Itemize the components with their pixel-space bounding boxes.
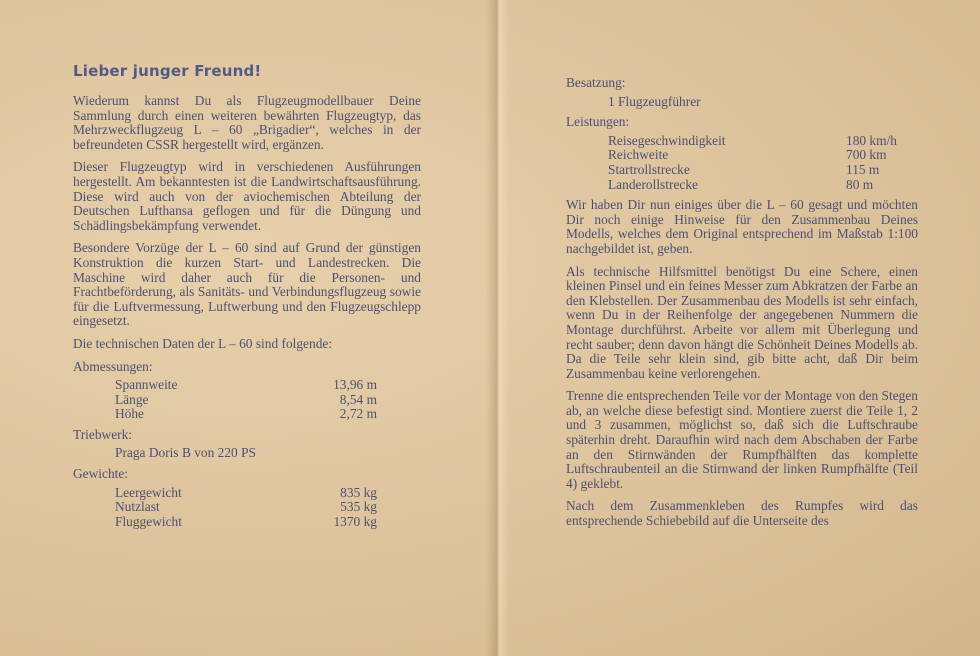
dimensions-label: Abmessungen:: [73, 358, 153, 374]
decal-paragraph: Nach dem Zusammenkleben des Rumpfes wird das entsprechende Schiebebild auf die Unterseite des: [566, 498, 918, 529]
advantages-paragraph: Besondere Vorzüge der L – 60 sind auf Grund der günstigen Konstruktion die kurzen Start- und Landestrecken. Die Maschine wird daher auch für die Personen- und Frachtbeförderung, als Sanitäts- und Verbindungsflugzeug sowie für die Luftvermessung, Luftwerbung und den Flugzeugschlepp eingesetzt.: [73, 240, 421, 329]
spec-row: [73, 515, 421, 530]
spec-row: [566, 148, 918, 163]
spec-row: [566, 178, 918, 193]
spec-value: 835 kg: [340, 484, 377, 500]
steps-paragraph: Trenne die entsprechenden Teile vor der Montage von den Stegen ab, an welche diese befestigt sind. Montiere zuerst die Teile 1, 2 und 3 zusammen, möglichst so, daß sich die Luftschraube späterhin dreht. Daraufhin wird nach dem Abschaben der Farbe an den Stirnwänden der Rumpfhälften das komplette Luftschraubenteil an die Stirnwand der linken Rumpfhälfte (Teil 4) geklebt.: [566, 388, 918, 491]
spec-key: Leergewicht: [115, 484, 182, 500]
engine-value: Praga Doris B von 220 PS: [115, 445, 256, 461]
spec-value: 535 kg: [340, 499, 377, 515]
page-fold: [486, 0, 510, 656]
spec-value: 700 km: [846, 147, 887, 163]
spec-row: [566, 134, 918, 149]
spec-value: 1370 kg: [333, 513, 377, 529]
spec-value: 80 m: [846, 176, 874, 192]
spec-key: Startrollstrecke: [608, 161, 690, 177]
spec-value: 8,54 m: [339, 391, 377, 407]
page-title: Lieber junger Freund!: [73, 62, 262, 80]
variants-paragraph: Dieser Flugzeugtyp wird in verschiedenen Ausführungen hergestellt. Am bekanntesten ist die Landwirtschaftsausführung. Diese wird auch von der aviochemischen Abteilung der Deutschen Lufthansa geflogen und für die Düngung und Schädlingsbekämpfung verwendet.: [73, 159, 421, 233]
spec-key: Höhe: [115, 406, 145, 422]
technical-data-intro: Die technischen Daten der L – 60 sind folgende:: [73, 335, 333, 351]
spec-row: [566, 163, 918, 178]
spec-key: Nutzlast: [115, 499, 160, 515]
engine-label: Triebwerk:: [73, 426, 133, 442]
spec-row: [73, 486, 421, 501]
spec-row: [73, 500, 421, 515]
spec-value: 2,72 m: [339, 406, 377, 422]
spec-value: 180 km/h: [846, 132, 897, 148]
spec-value: 115 m: [846, 161, 880, 177]
right-page: [566, 76, 918, 537]
intro-paragraph: Wiederum kannst Du als Flugzeugmodellbauer Deine Sammlung durch einen weiteren bewährten Flugzeugtyp, das Mehrzweckflugzeug L – 60 „Brigadier“, welches in der befreundeten CSSR hergestellt wird, ergänzen.: [73, 93, 421, 152]
crew-value: 1 Flugzeugführer: [608, 93, 701, 109]
spec-row: [73, 407, 421, 422]
weights-label: Gewichte:: [73, 466, 129, 482]
spec-row: [73, 378, 421, 393]
spec-key: Fluggewicht: [115, 513, 182, 529]
spec-row: [73, 393, 421, 408]
spec-key: Länge: [115, 391, 149, 407]
left-page: [73, 62, 421, 529]
spec-value: 13,96 m: [333, 377, 377, 393]
spec-key: Spannweite: [115, 377, 178, 393]
spec-key: Reichweite: [608, 147, 669, 163]
performance-label: Leistungen:: [566, 114, 630, 130]
crew-label: Besatzung:: [566, 75, 626, 90]
tools-paragraph: Als technische Hilfsmittel benötigst Du eine Schere, einen kleinen Pinsel und ein feines Messer zum Abkratzen der Farbe an den Klebstellen. Der Zusammenbau des Modells ist sehr einfach, wenn Du in der Reihenfolge der angegebenen Nummern die Montage durchführst. Arbeite vor allem mit Überlegung und recht sauber; denn davon hängt die Schönheit Deines Modells ab. Da die Teile sehr klein sind, gib bitte acht, daß Dir beim Zusammenbau keine verlorengehen.: [566, 263, 918, 381]
assembly-intro-paragraph: Wir haben Dir nun einiges über die L – 60 gesagt und möchten Dir noch einige Hinweise für den Zusammenbau Deines Modells, welches dem Original entsprechend im Maßstab 1:100 nachgebildet ist, geben.: [566, 197, 918, 256]
spec-key: Reisegeschwindigkeit: [608, 132, 726, 148]
spec-key: Landerollstrecke: [608, 176, 698, 192]
